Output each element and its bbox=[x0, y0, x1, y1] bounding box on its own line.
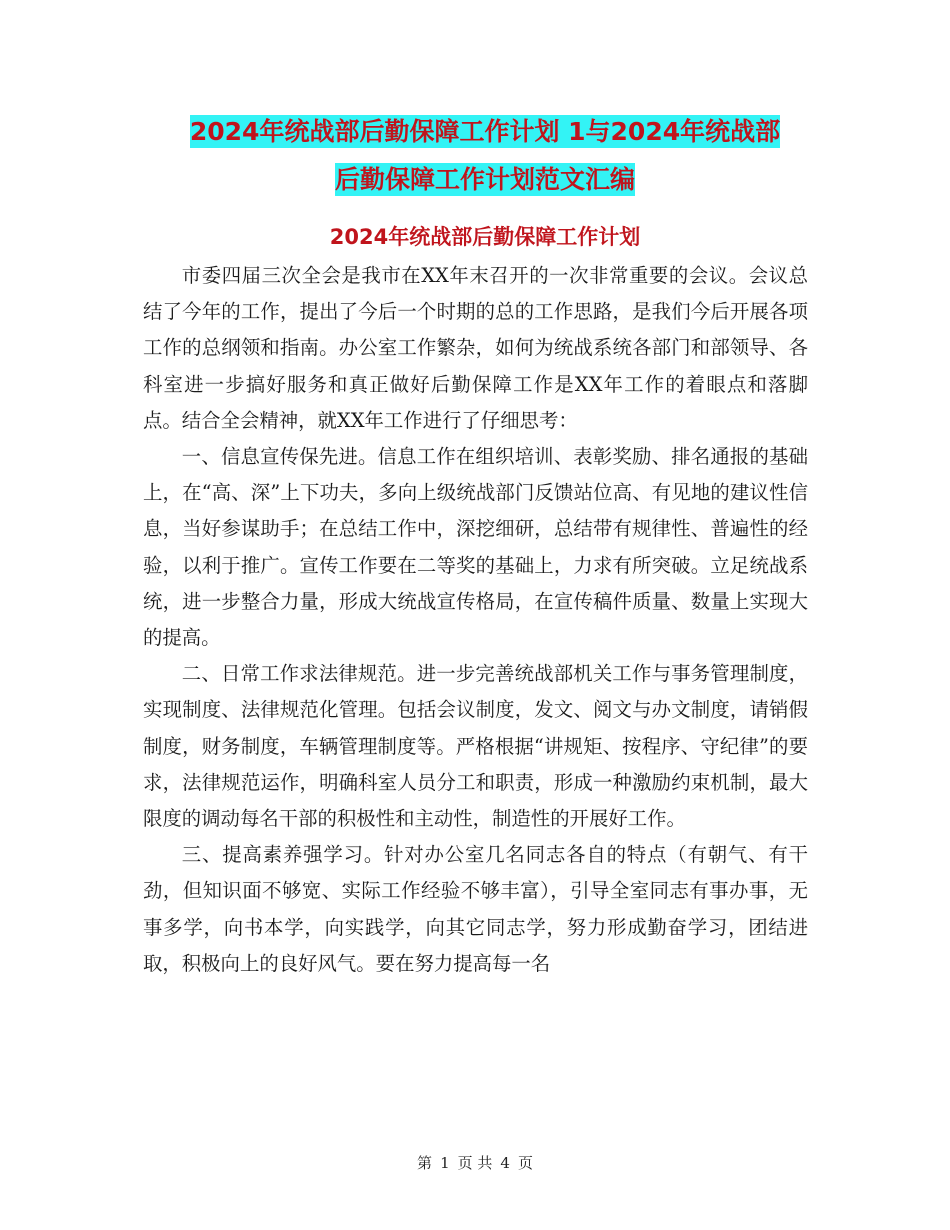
paragraph-3: 三、提高素养强学习。针对办公室几名同志各自的特点（有朝气、有干劲，但知识面不够宽、实际工作经验不够丰富），引导全室同志有事办事，无事多学，向书本学，向实践学，向其它同志学，努力形成勤奋学习，团结进取，积极向上的良好风气。要在努力提高每一名 bbox=[143, 843, 808, 975]
page-label-mid: 页 共 bbox=[457, 1154, 493, 1172]
paragraph-2: 二、日常工作求法律规范。进一步完善统战部机关工作与事务管理制度，实现制度、法律规范化管理。包括会议制度，发文、阅文与办文制度，请销假制度，财务制度，车辆管理制度等。严格根据“讲规矩、按程序、守纪律”的要求，法律规范运作，明确科室人员分工和职责，形成一种激励约束机制，最大限度的调动每名干部的积极性和主动性，制造性的开展好工作。 bbox=[143, 662, 808, 831]
paragraph-intro: 市委四届三次全会是我市在XX年末召开的一次非常重要的会议。会议总结了今年的工作，提出了今后一个时期的总的工作思路，是我们今后开展各项工作的总纲领和指南。办公室工作繁杂，如何为统战系统各部门和部领导、各科室进一步搞好服务和真正做好后勤保障工作是XX年工作的着眼点和落脚点。结合全会精神，就XX年工作进行了仔细思考： bbox=[143, 264, 808, 432]
paragraph-1: 一、信息宣传保先进。信息工作在组织培训、表彰奖励、排名通报的基础上，在“高、深”上下功夫，多向上级统战部门反馈站位高、有见地的建议性信息，当好参谋助手；在总结工作中，深挖细研，总结带有规律性、普遍性的经验，以利于推广。宣传工作要在二等奖的基础上，力求有所突破。立足统战系统，进一步整合力量，形成大统战宣传格局，在宣传稿件质量、数量上实现大的提高。 bbox=[143, 445, 808, 650]
page-label-suffix: 页 bbox=[517, 1154, 533, 1172]
document-title bbox=[140, 108, 830, 204]
total-pages: 4 bbox=[500, 1154, 510, 1172]
page-label-prefix: 第 bbox=[417, 1154, 433, 1172]
section-title: 2024年统战部后勤保障工作计划 bbox=[329, 225, 641, 249]
page-number: 1 bbox=[440, 1154, 450, 1172]
document-body bbox=[143, 258, 808, 982]
title-line-2: 后勤保障工作计划范文汇编 bbox=[334, 165, 635, 194]
title-line-1: 2024年统战部后勤保障工作计划 1与2024年统战部 bbox=[189, 117, 781, 146]
page-footer bbox=[0, 1152, 950, 1173]
